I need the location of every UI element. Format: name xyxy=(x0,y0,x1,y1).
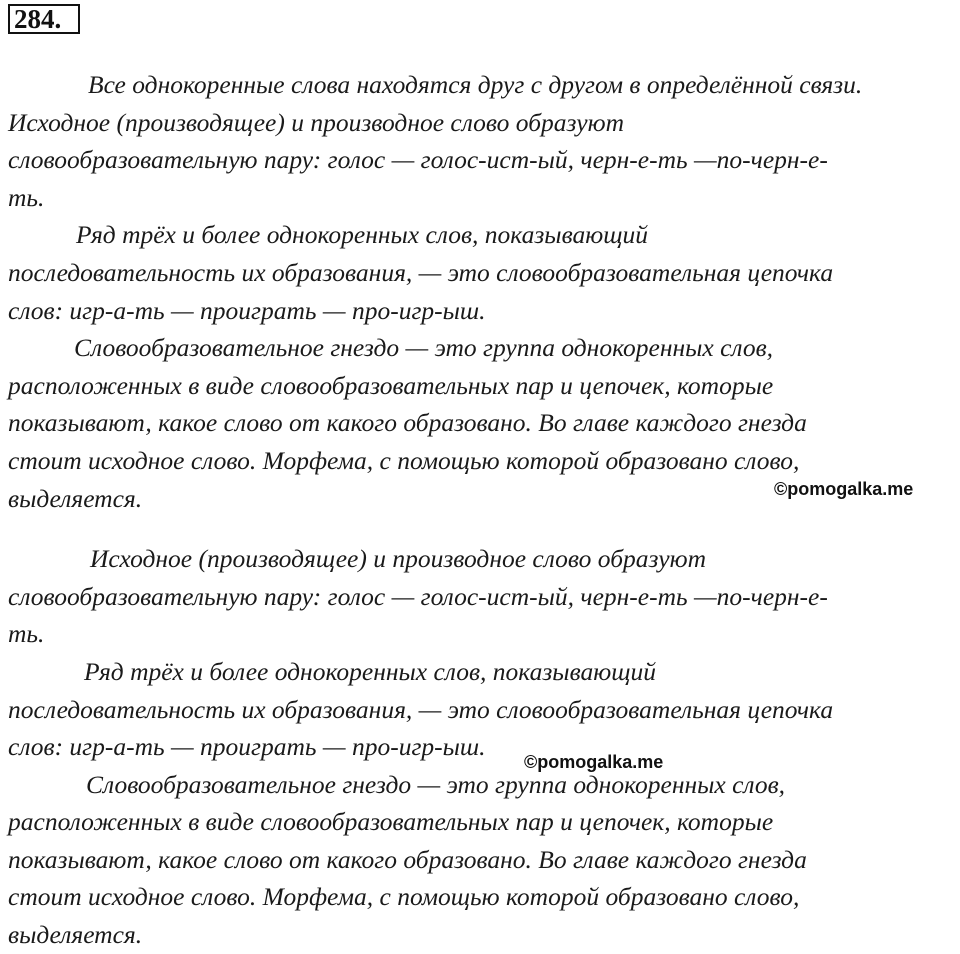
text-line: стоит исходное слово. Морфема, с помощью которой образовано слово, xyxy=(8,445,800,475)
text-line: слов: игр-а-ть — проиграть — про-игр-ыш. xyxy=(8,732,486,762)
text-line: ть. xyxy=(8,619,45,649)
text-line: стоит исходное слово. Морфема, с помощью которой образовано слово, xyxy=(8,882,800,912)
paragraph-gap xyxy=(8,517,958,540)
text-line: последовательность их образования, — это словообразовательная цепочка xyxy=(8,257,834,287)
answer-text xyxy=(8,66,958,954)
text-line: Словообразовательное гнездо — это группа однокоренных слов, xyxy=(86,769,786,799)
watermark-1: ©pomogalka.me xyxy=(774,479,914,499)
text-line: расположенных в виде словообразовательных пар и цепочек, которые xyxy=(8,807,774,837)
text-line: показывают, какое слово от какого образовано. Во главе каждого гнезда xyxy=(8,408,807,438)
text-line: расположенных в виде словообразовательных пар и цепочек, которые xyxy=(8,370,774,400)
text-line: выделяется. xyxy=(8,483,143,513)
watermark-2: ©pomogalka.me xyxy=(524,752,664,772)
text-line: словообразовательную пару: голос — голос-ист-ый, черн-е-ть —по-черн-е- xyxy=(8,145,828,175)
text-line: слов: игр-а-ть — проиграть — про-игр-ыш. xyxy=(8,295,486,325)
text-line: ть. xyxy=(8,182,45,212)
text-line: Ряд трёх и более однокоренных слов, показывающий xyxy=(84,656,656,686)
text-line: словообразовательную пару: голос — голос-ист-ый, черн-е-ть —по-черн-е- xyxy=(8,581,828,611)
text-line: выделяется. xyxy=(8,920,143,950)
text-line: Ряд трёх и более однокоренных слов, показывающий xyxy=(76,220,648,250)
text-line: последовательность их образования, — это словообразовательная цепочка xyxy=(8,694,834,724)
task-number: 284. xyxy=(8,4,80,34)
text-line: Все однокоренные слова находятся друг с другом в определённой связи. xyxy=(88,70,863,99)
text-line: Исходное (производящее) и производное слово образуют xyxy=(8,107,625,137)
text-line: Словообразовательное гнездо — это группа однокоренных слов, xyxy=(74,333,774,363)
text-line: показывают, какое слово от какого образовано. Во главе каждого гнезда xyxy=(8,844,807,874)
text-line: Исходное (производящее) и производное слово образуют xyxy=(90,544,707,574)
